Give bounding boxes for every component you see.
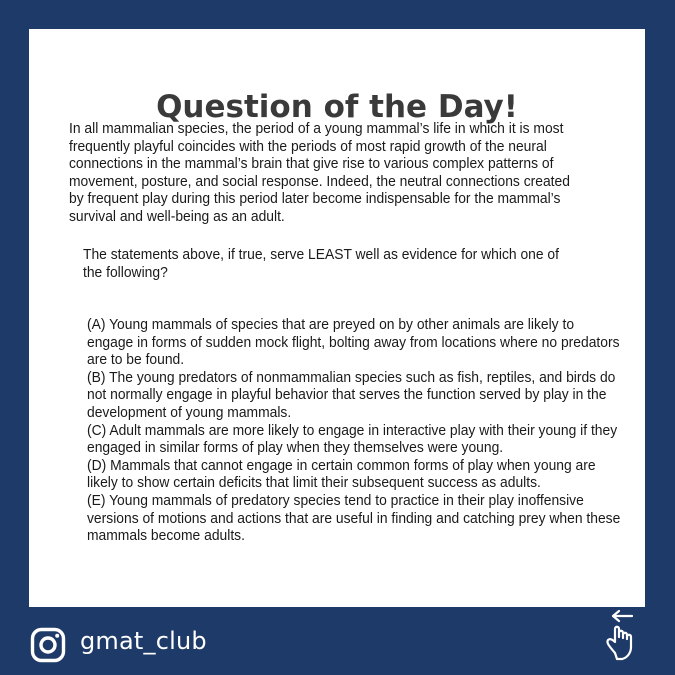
instagram-icon[interactable] (30, 627, 66, 663)
swipe-hand-icon (600, 607, 648, 663)
answer-option-a: (A) Young mammals of species that are preyed on by other animals are likely to engage in forms of sudden mock flight, bolting away from locations where no predators are to be found. (87, 317, 620, 369)
page-title: Question of the Day! (156, 89, 518, 125)
instagram-handle[interactable]: gmat_club (80, 627, 207, 655)
passage-text: In all mammalian species, the period of a young mammal’s life in which it is most frequently playful coincides with the periods of most rapid growth of the neural connections in the mammal’s brain that give rise to various complex patterns of movement, posture, and social response. Indeed, the neutral connections created by frequent play during this period later become indispensable for the mammal’s survival and well-being as an adult. (69, 121, 570, 225)
question-stem: The statements above, if true, serve LEAST well as evidence for which one of the following? (83, 247, 559, 281)
answer-option-d: (D) Mammals that cannot engage in certain common forms of play when young are likely to show certain deficits that limit their subsequent success as adults. (87, 457, 596, 492)
answer-option-c: (C) Adult mammals are more likely to engage in interactive play with their young if they engaged in similar forms of play when they themselves were young. (87, 422, 618, 457)
answer-option-e: (E) Young mammals of predatory species tend to practice in their play inoffensive versions of motions and actions that are useful in finding and catching prey when these mammals become adults. (87, 492, 621, 545)
answer-options (87, 317, 621, 546)
answer-option-b: (B) The young predators of nonmammalian species such as fish, reptiles, and birds do not normally engage in playful behavior that serves the function served by play in the development of young mammals. (87, 369, 616, 421)
